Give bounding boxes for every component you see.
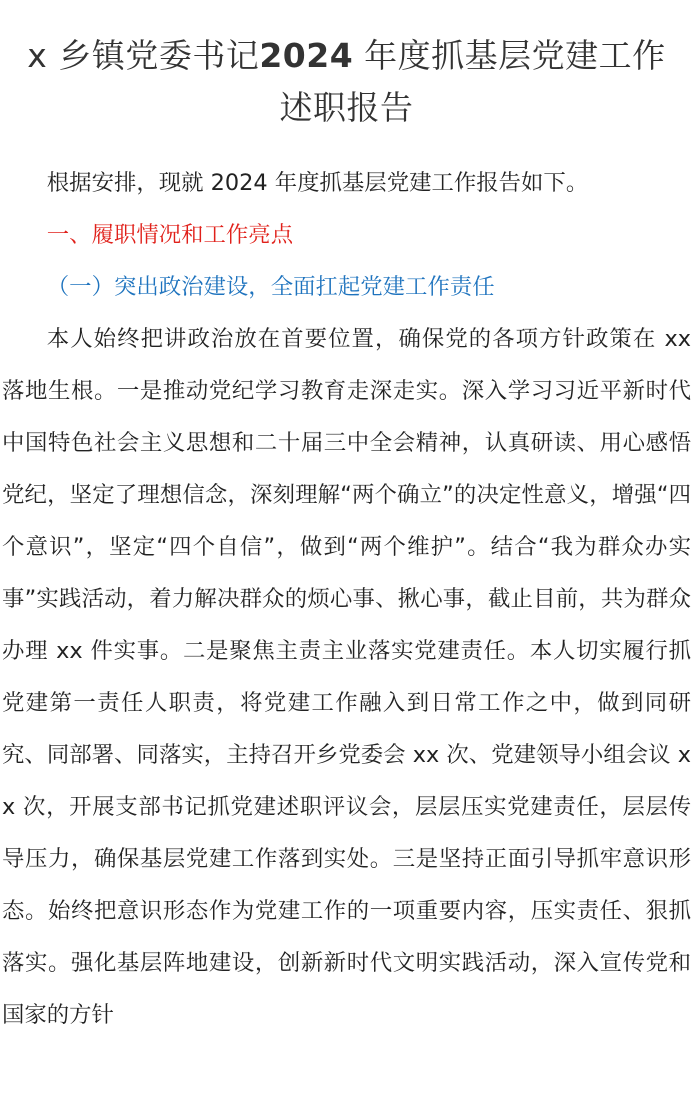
- body-paragraph: 本人始终把讲政治放在首要位置，确保党的各项方针政策在 xx 落地生根。一是推动党纪学习教育走深走实。深入学习习近平新时代中国特色社会主义思想和二十届三中全会精神，认真研读、用心感悟党纪，坚定了理想信念，深刻理解“两个确立”的决定性意义，增强“四个意识”，坚定“四个自信”，做到“两个维护”。结合“我为群众办实事”实践活动，着力解决群众的烦心事、揪心事，截止目前，共为群众办理 xx 件实事。二是聚焦主责主业落实党建责任。本人切实履行抓党建第一责任人职责，将党建工作融入到日常工作之中，做到同研究、同部署、同落实，主持召开乡党委会 xx 次、党建领导小组会议 xx 次，开展支部书记抓党建述职评议会，层层压实党建责任，层层传导压力，确保基层党建工作落到实处。三是坚持正面引导抓牢意识形态。始终把意识形态作为党建工作的一项重要内容，压实责任、狠抓落实。强化基层阵地建设，创新新时代文明实践活动，深入宣传党和国家的方针: [2, 326, 691, 1028]
- document-body: [2, 157, 691, 1041]
- section-heading: 一、履职情况和工作亮点: [46, 222, 294, 248]
- title-prefix: x 乡镇党委书记: [27, 36, 260, 75]
- title-year: 2024: [259, 36, 354, 75]
- title-line-2: 述职报告: [279, 88, 414, 127]
- title-suffix: 年度抓基层党建工作: [353, 36, 666, 75]
- intro-paragraph: 根据安排，现就 2024 年度抓基层党建工作报告如下。: [46, 170, 589, 196]
- subsection-heading: （一）突出政治建设，全面扛起党建工作责任: [46, 274, 495, 300]
- document-title: [0, 0, 693, 134]
